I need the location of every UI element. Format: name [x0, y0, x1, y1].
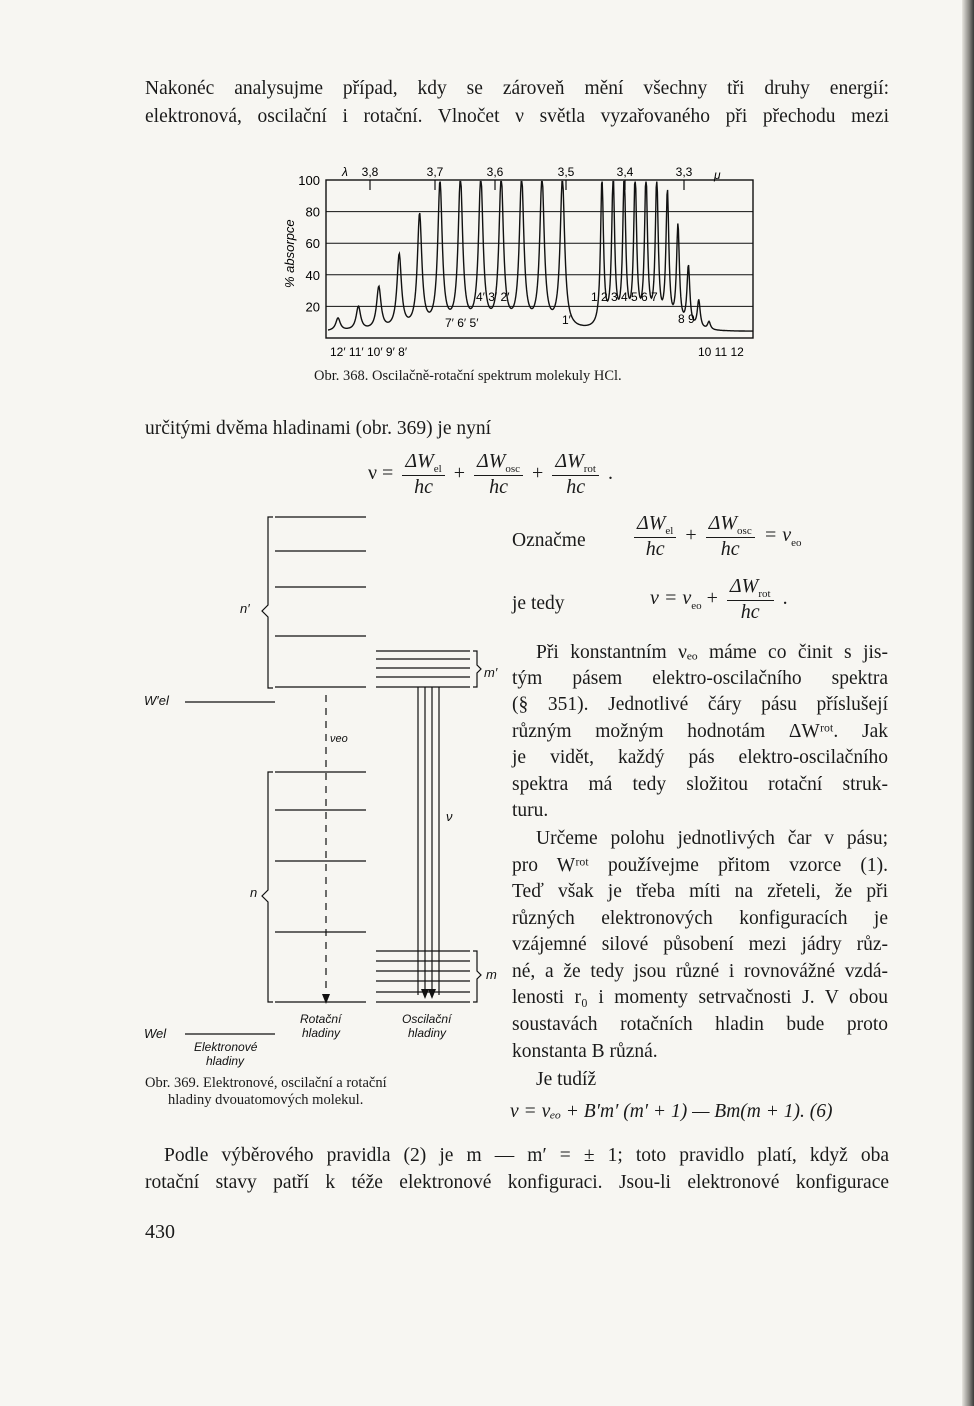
- bottom-line-1: Podle výběrového pravidla (2) je m — m′ = ± 1; toto pravidlo platí, když oba: [164, 1145, 889, 1166]
- figure-368-spectrum: [270, 158, 770, 358]
- x-tick-1: 3,7: [426, 165, 444, 179]
- label-m-prime: m′: [484, 665, 498, 680]
- eq-frac-osc: [474, 450, 523, 499]
- label-m: m: [486, 967, 497, 982]
- bottom-line-2: rotační stavy patří k téže elektronové konfiguraci. Jsou-li elektronové konfigurace: [145, 1172, 889, 1193]
- eq-frac-el: [402, 450, 444, 499]
- rc-line-11: vzájemné silové působení mezi jádry růz-: [512, 934, 888, 955]
- figure-368-caption: Obr. 368. Oscilačně-rotační spektrum molekuly HCl.: [314, 368, 622, 384]
- label-nu: ν: [446, 809, 453, 824]
- eq-t2-sub: osc: [505, 463, 521, 475]
- rc-line-5: spektra má tedy složitou rotační struk-: [512, 774, 888, 795]
- x-tick-4: 3,4: [616, 165, 634, 179]
- inner-label-p-upper: 4′ 3′ 2′: [476, 290, 510, 304]
- bottom-label-right: 10 11 12: [698, 345, 744, 358]
- eq-t1-den: hc: [414, 476, 433, 498]
- inner-label-r-upper: 1 2 3 4 5 6 7: [591, 290, 658, 304]
- label-wel-prime: W′el: [144, 693, 169, 708]
- y-tick-100: 100: [298, 173, 320, 188]
- x-tick-3: 3,5: [557, 165, 575, 179]
- eq-t3-sub: rot: [583, 463, 596, 475]
- eq-plus-1: +: [453, 462, 465, 485]
- rc-line-12: né, a že tedy jsou různé i rovnovážné vzdá-: [512, 961, 888, 982]
- page-number: 430: [145, 1221, 175, 1243]
- brace-n-prime: [262, 517, 273, 688]
- eq-lhs: ν =: [368, 462, 394, 485]
- brace-m: [473, 951, 481, 1002]
- y-axis-label: % absorpce: [282, 219, 297, 288]
- rc-line-7: Určeme polohu jednotlivých čar v pásu;: [536, 828, 888, 849]
- oz-rhs: = ν: [763, 524, 792, 547]
- page-edge-shadow: [962, 0, 974, 1406]
- tedy-lhs: ν = ν: [650, 587, 692, 610]
- inner-label-one-prime: 1′: [562, 313, 571, 327]
- oz-den2: hc: [720, 538, 740, 560]
- equation-tedy: [650, 575, 788, 624]
- label-n-prime: n′: [240, 601, 250, 616]
- tedy-end: .: [782, 587, 788, 610]
- rc-line-14: soustavách rotačních hladin bude proto: [512, 1014, 888, 1035]
- label-elektronove: Elektronové: [194, 1040, 258, 1054]
- eq-t2-den: hc: [489, 476, 508, 498]
- oz-num2: ΔW: [708, 512, 738, 534]
- oz-plus: +: [685, 524, 697, 547]
- intro-line-2: elektronová, oscilační i rotační. Vlnočet ν světla vyzařovaného při přechodu mezi: [145, 106, 889, 127]
- tedy-sub: rot: [758, 588, 771, 600]
- rc-line-10: různých elektronových konfiguracích je: [512, 908, 888, 929]
- para-before-eq: určitými dvěma hladinami (obr. 369) je nyní: [145, 418, 492, 439]
- spectrum-curve: [328, 182, 753, 332]
- y-tick-80: 80: [305, 204, 320, 220]
- brace-n: [262, 772, 273, 1002]
- equation-main: [368, 450, 613, 499]
- oz-sub2: osc: [737, 525, 752, 537]
- mu-symbol: μ: [714, 168, 721, 182]
- inner-label-p-lower: 7′ 6′ 5′: [445, 316, 479, 330]
- label-rotacni: Rotační: [300, 1012, 342, 1026]
- rc-line-0: Při konstantním νₑₒ máme co činit s jis-: [536, 642, 888, 663]
- figure-369-caption-1: Obr. 369. Elektronové, oscilační a rotační: [145, 1075, 387, 1091]
- rc-line-1: tým pásem elektro-oscilačního spektra: [512, 668, 888, 689]
- x-tick-2: 3,6: [486, 165, 504, 179]
- oznacme-label: Označme: [512, 530, 586, 551]
- figure-369-caption-2: hladiny dvouatomových molekul.: [168, 1092, 364, 1108]
- tedy-lhs-sub: eo: [691, 600, 702, 613]
- arrowhead-nu-2: [428, 989, 436, 999]
- bottom-label-left: 12′ 11′ 10′ 9′ 8′: [330, 345, 408, 358]
- x-tick-0: 3,8: [361, 165, 379, 179]
- x-tick-5: 3,3: [675, 165, 693, 179]
- rc-line-9: Teď však je třeba míti na zřeteli, že při: [512, 881, 888, 902]
- y-tick-40: 40: [305, 267, 320, 283]
- label-wel: Wel: [144, 1026, 167, 1041]
- rc-line-2: (§ 351). Jednotlivé čáry pásu příslušejí: [512, 694, 888, 715]
- tedy-den: hc: [740, 601, 760, 623]
- label-oscilacni: Oscilační: [402, 1012, 452, 1026]
- label-n: n: [250, 885, 258, 900]
- label-hladiny-rot: hladiny: [302, 1026, 341, 1040]
- eq-t3-den: hc: [566, 476, 586, 498]
- oz-sub1: el: [665, 525, 674, 537]
- label-veo: νeo: [330, 733, 348, 745]
- oz-frac-osc: [706, 512, 755, 561]
- spectrum-labels: [282, 165, 744, 358]
- rc-line-16: Je tudíž: [536, 1069, 597, 1090]
- equation-6: ν = νₑₒ + B′m′ (m′ + 1) — Bm(m + 1). (6): [510, 1101, 833, 1122]
- oz-rhs-sub: eo: [791, 537, 802, 550]
- label-hladiny-osc: hladiny: [408, 1026, 447, 1040]
- tedy-frac: [727, 575, 774, 624]
- arrowhead-nu-1: [421, 989, 429, 999]
- rc-line-15: konstanta B různá.: [512, 1041, 658, 1062]
- tedy-plus: +: [706, 587, 718, 610]
- eq-t2-num: ΔW: [476, 450, 506, 472]
- brace-m-prime: [473, 651, 481, 687]
- label-hladiny-el: hladiny: [206, 1054, 245, 1068]
- rc-line-8: pro Wʳᵒᵗ používejme přitom vzorce (1).: [512, 855, 888, 876]
- figure-369-energy-levels: [140, 505, 500, 1075]
- eq-plus-2: +: [532, 462, 544, 485]
- eq-end: .: [607, 462, 613, 485]
- intro-line-1: Nakonéc analysujme případ, kdy se zároveň mění všechny tři druhy energií:: [145, 78, 889, 99]
- tedy-label: je tedy: [512, 593, 565, 614]
- eq-t1-num: ΔW: [405, 450, 434, 472]
- rc-line-6: turu.: [512, 800, 549, 821]
- y-tick-20: 20: [305, 299, 320, 315]
- oz-den1: hc: [645, 538, 665, 560]
- rc-line-13: lenosti r₀ i momenty setrvačnosti J. V obou: [512, 987, 888, 1008]
- y-tick-60: 60: [305, 236, 320, 252]
- oz-frac-el: [634, 512, 676, 561]
- rc-line-4: je vidět, každý pás elektro-oscilačního: [512, 747, 888, 768]
- eq-frac-rot: [552, 450, 599, 499]
- tedy-num: ΔW: [729, 575, 759, 597]
- eq-t1-sub: el: [433, 463, 442, 475]
- lambda-symbol: λ: [342, 165, 348, 179]
- equation-oznacme: [630, 512, 801, 561]
- rc-line-3: různým možným hodnotám ΔWʳᵒᵗ. Jak: [512, 721, 888, 742]
- eq-t3-num: ΔW: [555, 450, 584, 472]
- oz-num1: ΔW: [637, 512, 666, 534]
- inner-label-eight-nine: 8 9: [678, 312, 695, 326]
